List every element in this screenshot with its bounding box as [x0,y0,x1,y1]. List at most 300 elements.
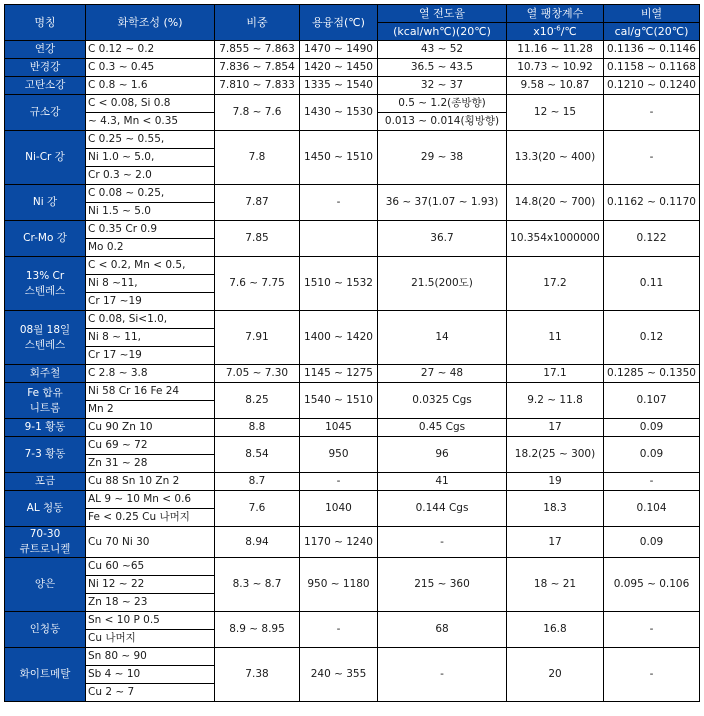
melting-point-cell-text: 1335 ~ 1540 [304,79,373,91]
specific-heat-cell-text: 0.1285 ~ 0.1350 [607,367,696,379]
thermal-expansion-cell [507,221,604,257]
table-row [5,131,700,149]
composition-cell-text: C 0.25 ~ 0.55, [88,133,165,145]
composition-cell [86,455,215,473]
specific-gravity-cell-text: 7.6 [248,502,266,514]
composition-cell [86,527,215,558]
thermal-expansion-cell [507,77,604,95]
melting-point-cell [300,365,378,383]
thermal-expansion-cell-text: 11.16 ~ 11.28 [517,43,593,55]
melting-point-cell-text: 1040 [325,502,352,514]
header-name: 명칭 [5,5,86,41]
composition-cell-text: C 0.08, Si<1.0, [88,313,168,325]
thermal-conductivity-cell-text: 21.5(200도) [411,277,473,289]
composition-cell [86,131,215,149]
composition-cell [86,239,215,257]
specific-gravity-cell [215,221,300,257]
thermal-conductivity-cell-text: - [440,668,444,680]
composition-cell-text: Mn 2 [88,403,114,415]
specific-heat-cell-text: 0.104 [636,502,667,514]
table-row [5,365,700,383]
thermal-expansion-cell [507,257,604,311]
thermal-conductivity-cell [378,419,507,437]
thermal-conductivity-cell-text: 29 ~ 38 [420,151,464,163]
thermal-conductivity-cell-text: 0.013 ~ 0.014(횡방향) [384,115,500,127]
composition-cell-text: Ni 58 Cr 16 Fe 24 [88,385,180,397]
specific-gravity-cell-text: 7.85 [245,232,269,244]
specific-gravity-cell [215,527,300,558]
specific-gravity-cell [215,257,300,311]
melting-point-cell [300,419,378,437]
composition-cell-text: Cu 2 ~ 7 [88,686,135,698]
alloy-name: 스텐레스 [24,284,66,297]
melting-point-cell [300,558,378,612]
thermal-expansion-cell-text: 10.73 ~ 10.92 [517,61,593,73]
melting-point-cell [300,185,378,221]
table-body [5,41,700,702]
alloy-name: 니트롬 [29,401,61,414]
specific-heat-cell-text: - [649,151,654,163]
specific-heat-cell-text: 0.12 [639,331,664,343]
melting-point-cell-text: 1430 ~ 1530 [304,106,373,118]
composition-cell [86,630,215,648]
specific-heat-cell [604,648,700,702]
alloy-name: 포금 [34,475,56,487]
composition-cell-text: C < 0.2, Mn < 0.5, [88,259,186,271]
specific-heat-cell [604,311,700,365]
table-row [5,383,700,401]
composition-cell-text: Sb 4 ~ 10 [88,668,141,680]
alloy-name: 인청동 [29,623,61,635]
composition-cell-text: Cr 0.3 ~ 2.0 [88,169,152,181]
thermal-expansion-cell [507,311,604,365]
specific-gravity-cell [215,383,300,419]
alloy-name-cell [5,365,86,383]
melting-point-cell-text: 1510 ~ 1532 [304,277,373,289]
thermal-conductivity-cell-text: 0.5 ~ 1.2(종방향) [398,97,486,109]
alloy-name: 연강 [34,43,56,55]
alloy-name-cell [5,383,86,419]
composition-cell-text: Sn < 10 P 0.5 [88,614,160,626]
thermal-conductivity-cell-text: 0.45 Cgs [418,421,466,433]
composition-cell-text: Mo 0.2 [88,241,124,253]
alloy-name-cell [5,185,86,221]
composition-cell [86,221,215,239]
specific-gravity-cell-text: 7.38 [245,668,269,680]
alloy-name: Ni-Cr 강 [25,151,65,163]
alloy-name-cell [5,311,86,365]
composition-cell-text: C 0.08 ~ 0.25, [88,187,165,199]
composition-cell-text: Cu 나머지 [88,632,136,644]
alloy-name: AL 청동 [26,502,64,514]
thermal-conductivity-cell-text: 32 ~ 37 [420,79,464,91]
composition-cell [86,59,215,77]
thermal-conductivity-cell [378,473,507,491]
header-thermal-expansion-unit-post: /℃ [560,25,577,38]
specific-heat-cell-text: 0.09 [639,448,664,460]
thermal-expansion-cell-text: 17 [548,421,562,433]
specific-gravity-cell-text: 7.836 ~ 7.854 [219,61,295,73]
composition-cell [86,594,215,612]
thermal-expansion-cell [507,95,604,131]
table-row [5,59,700,77]
thermal-expansion-cell [507,185,604,221]
specific-gravity-cell [215,95,300,131]
specific-heat-cell [604,185,700,221]
melting-point-cell-text: - [336,475,341,487]
melting-point-cell [300,77,378,95]
thermal-expansion-cell-text: 17.1 [543,367,567,379]
specific-heat-cell-text: 0.122 [636,232,667,244]
thermal-conductivity-cell-text: 27 ~ 48 [420,367,464,379]
specific-heat-cell [604,527,700,558]
alloy-name: 13% Cr [25,269,65,282]
alloy-name: 7-3 황동 [24,448,66,460]
alloy-name: 스텐레스 [24,338,66,351]
composition-cell [86,257,215,275]
thermal-conductivity-cell-text: 0.144 Cgs [415,502,469,514]
composition-cell-text: AL 9 ~ 10 Mn < 0.6 [88,493,192,505]
composition-cell [86,558,215,576]
melting-point-cell-text: 240 ~ 355 [310,668,367,680]
composition-cell [86,41,215,59]
alloy-name-cell [5,437,86,473]
melting-point-cell [300,383,378,419]
specific-heat-cell [604,365,700,383]
alloy-name-cell [5,612,86,648]
alloy-name: Ni 강 [32,196,58,208]
melting-point-cell [300,473,378,491]
specific-heat-cell-text: 0.1158 ~ 0.1168 [607,61,696,73]
specific-heat-cell-text: - [649,623,654,635]
composition-cell [86,203,215,221]
thermal-conductivity-cell-text: 41 [435,475,449,487]
header-thermal-expansion-unit-pre: x10 [533,25,554,38]
melting-point-cell [300,612,378,648]
table-row [5,311,700,329]
melting-point-cell-text: 1450 ~ 1510 [304,151,373,163]
specific-gravity-cell-text: 8.9 ~ 8.95 [229,623,285,635]
specific-heat-cell [604,558,700,612]
thermal-expansion-cell [507,41,604,59]
composition-cell-text: Zn 31 ~ 28 [88,457,148,469]
thermal-conductivity-cell-text: 0.0325 Cgs [412,394,472,406]
table-row [5,473,700,491]
specific-heat-cell [604,95,700,131]
table-row [5,95,700,113]
table-row [5,558,700,576]
table-row [5,77,700,95]
composition-cell-text: C 2.8 ~ 3.8 [88,367,148,379]
specific-heat-cell [604,383,700,419]
thermal-expansion-cell [507,558,604,612]
thermal-conductivity-cell [378,59,507,77]
thermal-expansion-cell-text: 16.8 [543,623,567,635]
melting-point-cell-text: - [336,196,341,208]
thermal-expansion-cell [507,473,604,491]
specific-heat-cell-text: 0.107 [636,394,667,406]
thermal-expansion-cell-text: 19 [548,475,562,487]
table-row [5,221,700,239]
specific-gravity-cell-text: 7.855 ~ 7.863 [219,43,295,55]
thermal-conductivity-cell [378,221,507,257]
thermal-expansion-cell [507,419,604,437]
specific-heat-cell [604,257,700,311]
composition-cell [86,576,215,594]
table-row [5,437,700,455]
specific-heat-cell-text: 0.1136 ~ 0.1146 [607,43,696,55]
specific-gravity-cell-text: 7.6 ~ 7.75 [229,277,285,289]
melting-point-cell-text: 1420 ~ 1450 [304,61,373,73]
composition-cell-text: Cr 17 ~19 [88,295,142,307]
header-thermal-expansion: 열 팽창계수 [507,5,604,23]
thermal-conductivity-cell-text: - [440,535,444,548]
melting-point-cell [300,311,378,365]
composition-cell-text: Ni 12 ~ 22 [88,578,145,590]
composition-cell-text: Ni 8 ~11, [88,277,138,289]
specific-heat-cell-text: 0.1162 ~ 0.1170 [607,196,696,208]
specific-gravity-cell [215,131,300,185]
table-row [5,648,700,666]
thermal-expansion-cell [507,437,604,473]
composition-cell [86,95,215,113]
alloy-name-cell [5,473,86,491]
composition-cell [86,275,215,293]
composition-cell-text: C 0.35 Cr 0.9 [88,223,158,235]
thermal-expansion-cell-text: 18 ~ 21 [533,578,577,590]
thermal-conductivity-cell-text: 36.5 ~ 43.5 [410,61,474,73]
melting-point-cell-text: 1400 ~ 1420 [304,331,373,343]
specific-heat-cell-text: 0.1210 ~ 0.1240 [607,79,696,91]
melting-point-cell [300,221,378,257]
thermal-expansion-cell [507,365,604,383]
alloy-name-cell [5,77,86,95]
specific-heat-cell [604,131,700,185]
thermal-conductivity-cell [378,527,507,558]
composition-cell [86,167,215,185]
specific-gravity-cell [215,59,300,77]
header-specific-heat-unit: cal/g℃(20℃) [604,23,700,41]
alloy-name: 반경강 [29,61,61,73]
composition-cell [86,293,215,311]
thermal-expansion-cell-text: 12 ~ 15 [533,106,577,118]
alloy-name-cell [5,648,86,702]
alloy-name: Fe 합유 [27,386,63,399]
melting-point-cell [300,257,378,311]
alloy-name-cell [5,527,86,558]
composition-cell-text: C < 0.08, Si 0.8 [88,97,171,109]
thermal-expansion-cell-text: 17.2 [543,277,567,289]
alloy-name: 고탄소강 [24,79,66,91]
specific-gravity-cell-text: 8.25 [245,394,269,406]
alloy-name: 화이트메탈 [19,668,71,680]
specific-gravity-cell-text: 7.8 [248,151,266,163]
alloy-name: 큐트로니켈 [19,543,71,555]
thermal-expansion-cell [507,383,604,419]
table-row [5,612,700,630]
composition-cell [86,383,215,401]
melting-point-cell-text: 1470 ~ 1490 [304,43,373,55]
melting-point-cell [300,95,378,131]
thermal-conductivity-cell [378,558,507,612]
thermal-conductivity-cell [378,185,507,221]
melting-point-cell [300,527,378,558]
alloy-name: 회주철 [29,367,61,379]
thermal-conductivity-cell-text: 68 [435,623,449,635]
composition-cell-text: Cu 60 ~65 [88,560,145,572]
specific-gravity-cell-text: 8.3 ~ 8.7 [232,578,282,590]
composition-cell-text: Cu 69 ~ 72 [88,439,148,451]
composition-cell-text: Cu 90 Zn 10 [88,421,153,433]
composition-cell-text: Ni 1.5 ~ 5.0 [88,205,151,217]
thermal-expansion-cell-text: 18.2(25 ~ 300) [514,448,596,460]
composition-cell-text: C 0.12 ~ 0.2 [88,43,155,55]
thermal-conductivity-cell [378,77,507,95]
alloy-name-cell [5,131,86,185]
composition-cell-text: Sn 80 ~ 90 [88,650,147,662]
specific-gravity-cell [215,491,300,527]
composition-cell [86,347,215,365]
specific-gravity-cell-text: 7.8 ~ 7.6 [232,106,282,118]
header-thermal-conductivity-unit: (kcal/wh℃)(20℃) [378,23,507,41]
thermal-conductivity-cell [378,95,507,113]
specific-heat-cell-text: - [649,475,654,487]
thermal-expansion-cell [507,491,604,527]
thermal-expansion-cell-text: 10.354x1000000 [510,232,600,244]
composition-cell [86,311,215,329]
alloy-name-cell [5,95,86,131]
thermal-conductivity-cell [378,612,507,648]
composition-cell-text: Cu 88 Sn 10 Zn 2 [88,475,180,487]
composition-cell [86,491,215,509]
thermal-expansion-cell [507,612,604,648]
alloy-name: 9-1 황동 [24,421,66,433]
thermal-expansion-cell-text: 13.3(20 ~ 400) [514,151,596,163]
composition-cell-text: Fe < 0.25 Cu 나머지 [88,511,190,523]
specific-heat-cell [604,473,700,491]
composition-cell-text: Ni 1.0 ~ 5.0, [88,151,155,163]
table-row [5,419,700,437]
specific-heat-cell [604,437,700,473]
composition-cell [86,185,215,203]
alloy-name: 08월 18일 [19,323,71,336]
thermal-conductivity-cell [378,41,507,59]
melting-point-cell-text: 1540 ~ 1510 [304,394,373,406]
specific-gravity-cell-text: 8.94 [245,535,269,548]
specific-heat-cell [604,77,700,95]
thermal-conductivity-cell [378,383,507,419]
thermal-expansion-cell-text: 9.58 ~ 10.87 [520,79,590,91]
thermal-conductivity-cell [378,365,507,383]
composition-cell-text: C 0.3 ~ 0.45 [88,61,155,73]
melting-point-cell [300,41,378,59]
alloy-name-cell [5,59,86,77]
composition-cell-text: Zn 18 ~ 23 [88,596,148,608]
table-row [5,257,700,275]
thermal-conductivity-cell [378,491,507,527]
composition-cell-text: Cr 17 ~19 [88,349,142,361]
thermal-conductivity-cell-text: 96 [435,448,449,460]
melting-point-cell [300,59,378,77]
specific-heat-cell [604,41,700,59]
melting-point-cell [300,491,378,527]
melting-point-cell [300,437,378,473]
thermal-expansion-cell [507,59,604,77]
composition-cell [86,401,215,419]
header-composition: 화학조성 (%) [86,5,215,41]
specific-gravity-cell-text: 7.810 ~ 7.833 [219,79,295,91]
thermal-conductivity-cell [378,131,507,185]
composition-cell [86,149,215,167]
composition-cell [86,648,215,666]
alloy-name-cell [5,491,86,527]
specific-gravity-cell-text: 8.8 [248,421,266,433]
alloy-name: 70-30 [29,528,61,540]
specific-gravity-cell-text: 7.91 [245,331,269,343]
melting-point-cell-text: - [336,623,341,635]
specific-gravity-cell [215,41,300,59]
composition-cell [86,113,215,131]
specific-gravity-cell-text: 7.87 [245,196,269,208]
specific-gravity-cell [215,185,300,221]
specific-gravity-cell [215,419,300,437]
melting-point-cell-text: 950 [328,448,349,460]
specific-gravity-cell [215,437,300,473]
melting-point-cell-text: 950 ~ 1180 [307,578,370,590]
specific-gravity-cell-text: 8.7 [248,475,266,487]
composition-cell-text: Cu 70 Ni 30 [88,535,150,548]
specific-heat-cell-text: 0.09 [639,535,664,548]
alloy-name-cell [5,419,86,437]
specific-heat-cell-text: - [649,106,654,118]
composition-cell [86,419,215,437]
thermal-conductivity-cell-text: 14 [435,331,449,343]
table-row [5,185,700,203]
specific-heat-cell [604,612,700,648]
alloy-properties-table [4,4,700,702]
specific-gravity-cell-text: 7.05 ~ 7.30 [225,367,289,379]
melting-point-cell [300,131,378,185]
composition-cell [86,365,215,383]
composition-cell [86,437,215,455]
specific-gravity-cell [215,311,300,365]
specific-heat-cell-text: 0.09 [639,421,664,433]
composition-cell [86,684,215,702]
thermal-conductivity-cell [378,437,507,473]
thermal-conductivity-cell-text: 215 ~ 360 [414,578,470,590]
alloy-name-cell [5,41,86,59]
thermal-expansion-cell-text: 18.3 [543,502,567,514]
specific-heat-cell [604,491,700,527]
composition-cell [86,77,215,95]
composition-cell [86,473,215,491]
alloy-name: 규소강 [29,106,61,118]
specific-heat-cell [604,59,700,77]
table-row [5,41,700,59]
alloy-name-cell [5,257,86,311]
specific-gravity-cell [215,473,300,491]
thermal-expansion-cell-text: 11 [548,331,562,343]
thermal-conductivity-cell-text: 43 ~ 52 [420,43,464,55]
composition-cell-text: Ni 8 ~ 11, [88,331,141,343]
composition-cell-text: C 0.8 ~ 1.6 [88,79,148,91]
thermal-conductivity-cell [378,311,507,365]
header-thermal-expansion-unit [507,23,604,41]
alloy-name: 양은 [34,578,56,590]
alloy-name-cell [5,558,86,612]
thermal-expansion-cell-text: 14.8(20 ~ 700) [514,196,596,208]
thermal-conductivity-cell [378,648,507,702]
